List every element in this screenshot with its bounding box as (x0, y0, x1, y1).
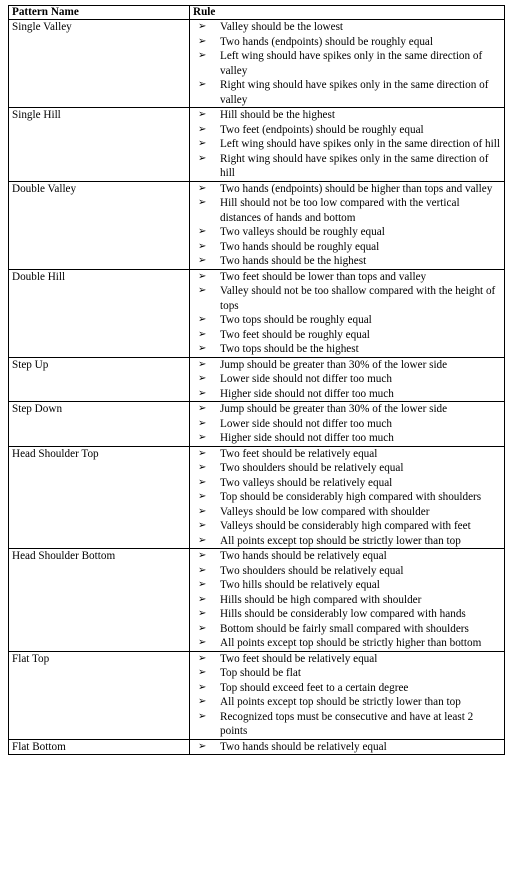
rule-text: Two shoulders should be relatively equal (220, 462, 404, 474)
rule-text: Top should be flat (220, 667, 301, 679)
arrowhead-bullet-icon: ➢ (198, 520, 207, 531)
arrowhead-bullet-icon: ➢ (198, 403, 207, 414)
pattern-name-cell: Single Valley (9, 20, 190, 108)
rule-item (193, 549, 504, 564)
rule-item (193, 137, 504, 152)
rule-item (193, 681, 504, 696)
arrowhead-bullet-icon: ➢ (198, 505, 207, 517)
rule-item (193, 254, 504, 269)
rule-item (193, 578, 504, 593)
rule-item (193, 564, 504, 579)
rule-cell (190, 651, 505, 739)
rule-cell (190, 181, 505, 269)
arrowhead-bullet-icon: ➢ (198, 710, 207, 722)
rule-item (193, 328, 504, 343)
rule-item (193, 196, 504, 225)
rule-list (193, 740, 504, 755)
arrowhead-bullet-icon: ➢ (198, 417, 207, 429)
rule-text: Left wing should have spikes only in the same direction of valley (220, 50, 483, 77)
rule-list (193, 652, 504, 739)
rule-item (193, 490, 504, 505)
arrowhead-bullet-icon: ➢ (198, 343, 207, 354)
rule-item (193, 182, 504, 197)
table-row (9, 549, 505, 652)
rule-item (193, 695, 504, 710)
rule-text: Hill should be the highest (220, 109, 335, 121)
rule-text: Hills should be considerably low compared with hands (220, 608, 466, 620)
rule-cell (190, 269, 505, 357)
rule-cell (190, 357, 505, 402)
rule-text: Two shoulders should be relatively equal (220, 564, 404, 577)
rule-item (193, 636, 504, 651)
table-row (9, 739, 505, 755)
rule-item (193, 225, 504, 240)
rule-text: Valley should be the lowest (220, 21, 344, 33)
rule-item (193, 461, 504, 476)
pattern-rules-table (8, 5, 505, 755)
rule-item (193, 519, 504, 534)
rule-header: Rule (190, 6, 505, 20)
table-row (9, 108, 505, 182)
arrowhead-bullet-icon: ➢ (198, 197, 207, 208)
rule-text: All points except top should be strictly higher than bottom (220, 637, 482, 649)
arrowhead-bullet-icon: ➢ (198, 50, 207, 61)
header-row (9, 6, 505, 20)
rule-item (193, 108, 504, 123)
rule-text: Two feet (endpoints) should be roughly equal (220, 123, 424, 136)
rule-list (193, 549, 504, 651)
rule-item (193, 284, 504, 313)
arrowhead-bullet-icon: ➢ (198, 476, 207, 488)
arrowhead-bullet-icon: ➢ (198, 152, 207, 164)
rule-cell (190, 549, 505, 652)
rule-item (193, 534, 504, 549)
table-row (9, 181, 505, 269)
rule-text: Valleys should be considerably high compared with feet (220, 520, 471, 532)
table-row (9, 651, 505, 739)
rule-text: Lower side should not differ too much (220, 417, 392, 430)
rule-text: Bottom should be fairly small compared with shoulders (220, 622, 469, 635)
rule-text: Top should be considerably high compared with shoulders (220, 491, 482, 503)
rule-list (193, 447, 504, 549)
rule-cell (190, 446, 505, 549)
rule-item (193, 607, 504, 622)
arrowhead-bullet-icon: ➢ (198, 123, 207, 135)
rule-cell (190, 402, 505, 447)
arrowhead-bullet-icon: ➢ (198, 534, 207, 546)
table-row (9, 402, 505, 447)
rule-text: Two valleys should be roughly equal (220, 226, 385, 238)
pattern-name-cell: Head Shoulder Bottom (9, 549, 190, 652)
rule-item (193, 313, 504, 328)
arrowhead-bullet-icon: ➢ (198, 447, 207, 459)
arrowhead-bullet-icon: ➢ (198, 622, 207, 634)
rule-item (193, 342, 504, 357)
rule-text: Recognized tops must be consecutive and have at least 2 points (220, 710, 474, 737)
rule-item (193, 447, 504, 462)
rule-item (193, 710, 504, 739)
arrowhead-bullet-icon: ➢ (198, 358, 207, 370)
arrowhead-bullet-icon: ➢ (198, 79, 207, 90)
rule-list (193, 358, 504, 402)
rule-list (193, 108, 504, 181)
table-body (9, 20, 505, 755)
pattern-name-cell: Head Shoulder Top (9, 446, 190, 549)
rule-text: Jump should be greater than 30% of the lower side (220, 403, 448, 415)
rule-item (193, 431, 504, 446)
rule-text: All points except top should be strictly lower than top (220, 534, 461, 547)
rule-item (193, 417, 504, 432)
rule-item (193, 593, 504, 608)
rule-item (193, 35, 504, 50)
arrowhead-bullet-icon: ➢ (198, 564, 207, 576)
rule-text: Two hands should be roughly equal (220, 240, 380, 253)
arrowhead-bullet-icon: ➢ (198, 226, 207, 237)
rule-text: Valley should not be too shallow compared with the height of tops (220, 285, 496, 312)
arrowhead-bullet-icon: ➢ (198, 652, 207, 664)
rule-cell (190, 20, 505, 108)
arrowhead-bullet-icon: ➢ (198, 109, 207, 120)
rule-text: Two feet should be roughly equal (220, 328, 370, 341)
rule-item (193, 20, 504, 35)
pattern-name-header: Pattern Name (9, 6, 190, 20)
arrowhead-bullet-icon: ➢ (198, 550, 207, 561)
rule-text: Two valleys should be relatively equal (220, 476, 393, 489)
rule-text: All points except top should be strictly lower than top (220, 696, 461, 708)
rule-list (193, 20, 504, 107)
rule-item (193, 270, 504, 285)
arrowhead-bullet-icon: ➢ (198, 21, 207, 32)
arrowhead-bullet-icon: ➢ (198, 314, 207, 325)
rule-text: Right wing should have spikes only in the same direction of hill (220, 152, 489, 179)
pattern-name-cell: Double Valley (9, 181, 190, 269)
rule-text: Two hands (endpoints) should be higher than tops and valley (220, 182, 493, 195)
arrowhead-bullet-icon: ➢ (198, 285, 207, 296)
arrowhead-bullet-icon: ➢ (198, 255, 207, 266)
arrowhead-bullet-icon: ➢ (198, 681, 207, 693)
pattern-name-cell: Step Up (9, 357, 190, 402)
rule-cell (190, 739, 505, 755)
rule-item (193, 49, 504, 78)
rule-list (193, 402, 504, 446)
rule-list (193, 182, 504, 269)
rule-text: Lower side should not differ too much (220, 373, 392, 385)
table-row (9, 20, 505, 108)
rule-list (193, 270, 504, 357)
arrowhead-bullet-icon: ➢ (198, 608, 207, 619)
pattern-name-cell: Flat Top (9, 651, 190, 739)
rule-item (193, 372, 504, 387)
rule-text: Top should exceed feet to a certain degree (220, 681, 409, 694)
rule-text: Two tops should be the highest (220, 343, 359, 355)
rule-text: Right wing should have spikes only in the same direction of valley (220, 79, 489, 106)
rule-item (193, 387, 504, 402)
rule-cell (190, 108, 505, 182)
rule-item (193, 740, 504, 755)
arrowhead-bullet-icon: ➢ (198, 740, 207, 752)
rule-text: Two feet should be relatively equal (220, 652, 378, 665)
rule-text: Higher side should not differ too much (220, 432, 394, 444)
arrowhead-bullet-icon: ➢ (198, 696, 207, 707)
rule-text: Jump should be greater than 30% of the lower side (220, 358, 448, 371)
arrowhead-bullet-icon: ➢ (198, 593, 207, 605)
rule-text: Two hills should be relatively equal (220, 579, 380, 591)
arrowhead-bullet-icon: ➢ (198, 240, 207, 252)
rule-text: Higher side should not differ too much (220, 387, 394, 400)
arrowhead-bullet-icon: ➢ (198, 637, 207, 648)
pattern-name-cell: Single Hill (9, 108, 190, 182)
arrowhead-bullet-icon: ➢ (198, 35, 207, 47)
table-row (9, 269, 505, 357)
rule-item (193, 402, 504, 417)
arrowhead-bullet-icon: ➢ (198, 138, 207, 149)
rule-text: Two hands (endpoints) should be roughly equal (220, 35, 433, 48)
rule-item (193, 666, 504, 681)
table-row (9, 446, 505, 549)
rule-text: Two hands should be relatively equal (220, 740, 387, 753)
arrowhead-bullet-icon: ➢ (198, 328, 207, 340)
pattern-name-cell: Step Down (9, 402, 190, 447)
rule-text: Valleys should be low compared with shoulder (220, 505, 430, 518)
arrowhead-bullet-icon: ➢ (198, 182, 207, 194)
rule-text: Two hands should be the highest (220, 255, 367, 267)
rule-text: Left wing should have spikes only in the same direction of hill (220, 138, 500, 150)
pattern-name-cell: Double Hill (9, 269, 190, 357)
rule-text: Two feet should be lower than tops and valley (220, 270, 427, 283)
rule-text: Two tops should be roughly equal (220, 314, 372, 326)
arrowhead-bullet-icon: ➢ (198, 667, 207, 678)
arrowhead-bullet-icon: ➢ (198, 491, 207, 502)
pattern-name-cell: Flat Bottom (9, 739, 190, 755)
table-row (9, 357, 505, 402)
rule-item (193, 152, 504, 181)
arrowhead-bullet-icon: ➢ (198, 270, 207, 282)
rule-item (193, 358, 504, 373)
rule-item (193, 476, 504, 491)
arrowhead-bullet-icon: ➢ (198, 579, 207, 590)
rule-text: Hills should be high compared with shoulder (220, 593, 422, 606)
rule-item (193, 78, 504, 107)
rule-item (193, 240, 504, 255)
rule-item (193, 622, 504, 637)
rule-item (193, 505, 504, 520)
arrowhead-bullet-icon: ➢ (198, 462, 207, 473)
rule-text: Hill should not be too low compared with the vertical distances of hands and bottom (220, 197, 460, 224)
rule-item (193, 123, 504, 138)
rule-text: Two hands should be relatively equal (220, 550, 387, 562)
rule-item (193, 652, 504, 667)
arrowhead-bullet-icon: ➢ (198, 387, 207, 399)
arrowhead-bullet-icon: ➢ (198, 373, 207, 384)
rule-text: Two feet should be relatively equal (220, 447, 378, 460)
arrowhead-bullet-icon: ➢ (198, 432, 207, 443)
